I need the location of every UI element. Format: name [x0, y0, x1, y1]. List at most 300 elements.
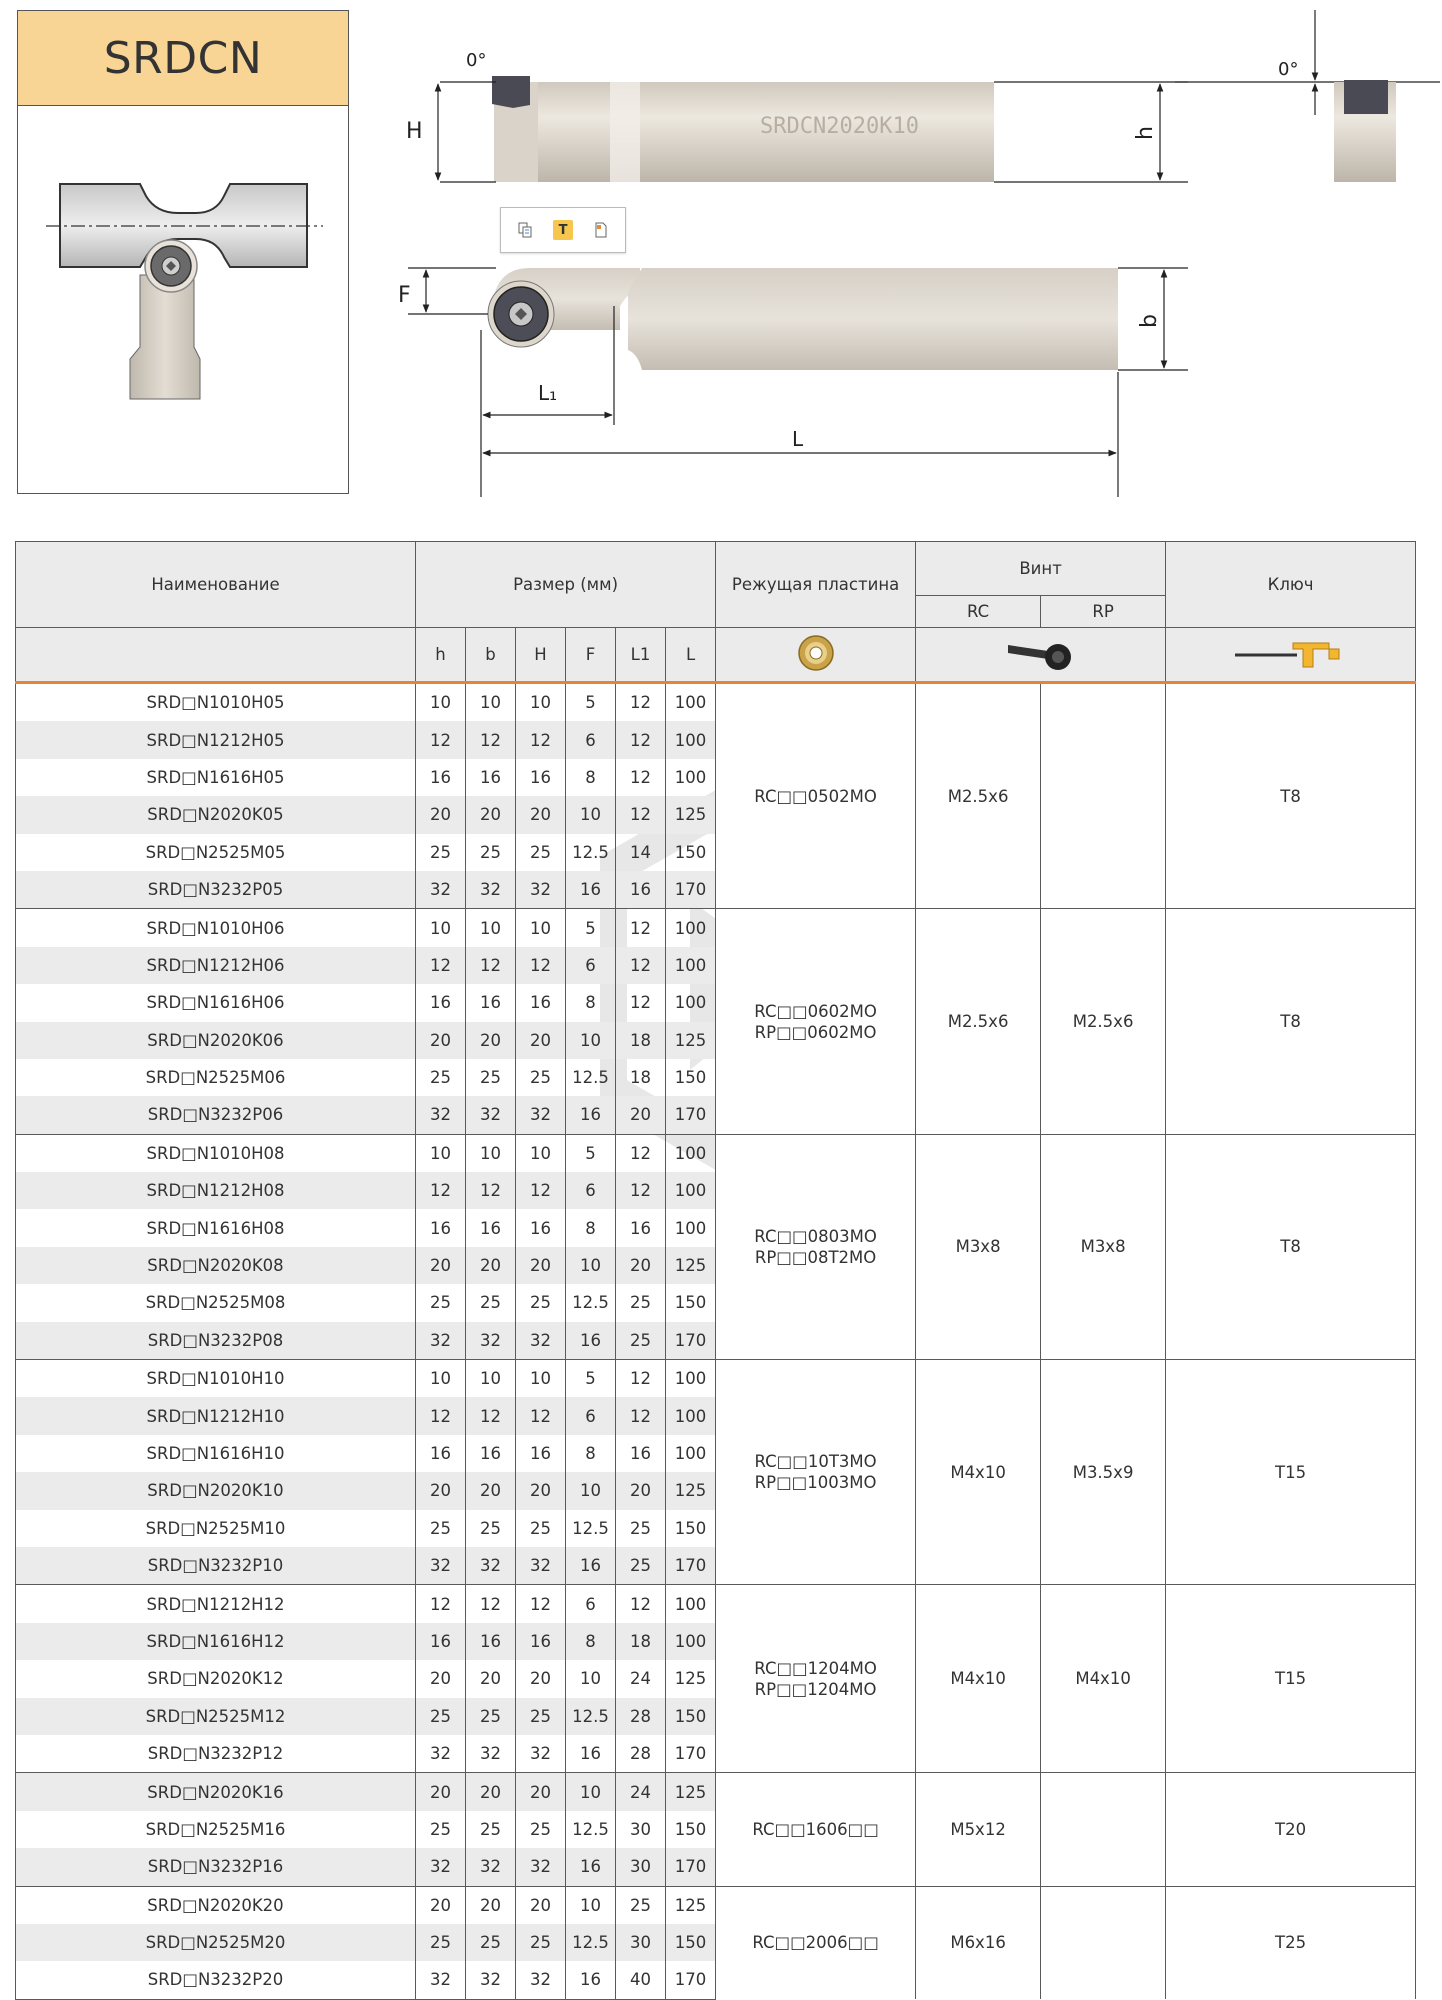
- cell-b: 20: [466, 1660, 516, 1697]
- cell-L1: 12: [616, 1360, 666, 1398]
- cell-F: 10: [566, 1022, 616, 1059]
- cell-F: 5: [566, 683, 616, 722]
- cell-b: 20: [466, 1886, 516, 1924]
- cell-name: SRD□N1010H08: [16, 1134, 416, 1172]
- cell-H: 25: [516, 1924, 566, 1961]
- cell-insert: [716, 1585, 916, 1773]
- cell-L1: 24: [616, 1773, 666, 1811]
- cell-L1: 18: [616, 1059, 666, 1096]
- header-dim-H: H: [516, 628, 566, 683]
- cell-key: T15: [1166, 1360, 1416, 1585]
- cell-name: SRD□N2020K16: [16, 1773, 416, 1811]
- cell-F: 10: [566, 1472, 616, 1509]
- cell-F: 8: [566, 759, 616, 796]
- cell-name: SRD□N2020K05: [16, 796, 416, 833]
- cell-F: 10: [566, 1773, 616, 1811]
- cell-H: 16: [516, 1623, 566, 1660]
- cell-name: SRD□N1616H12: [16, 1623, 416, 1660]
- table-row: [16, 1360, 1416, 1398]
- cell-H: 20: [516, 1472, 566, 1509]
- cell-screw-rp: M3x8: [1041, 1134, 1166, 1359]
- cell-screw-rc: M2.5x6: [916, 683, 1041, 909]
- cell-b: 32: [466, 1547, 516, 1585]
- cell-L1: 16: [616, 1209, 666, 1246]
- cell-screw-rc: M5x12: [916, 1773, 1041, 1886]
- cell-b: 20: [466, 1773, 516, 1811]
- cell-h: 16: [416, 1623, 466, 1660]
- header-dim-L1: L1: [616, 628, 666, 683]
- cell-h: 10: [416, 1134, 466, 1172]
- cell-L: 150: [666, 1059, 716, 1096]
- table-row: [16, 909, 1416, 947]
- cell-h: 25: [416, 1059, 466, 1096]
- cell-H: 20: [516, 796, 566, 833]
- cell-name: SRD□N1212H06: [16, 947, 416, 984]
- cell-h: 12: [416, 1397, 466, 1434]
- cell-H: 12: [516, 947, 566, 984]
- cell-H: 16: [516, 759, 566, 796]
- cell-name: SRD□N2525M12: [16, 1698, 416, 1735]
- cell-L1: 25: [616, 1510, 666, 1547]
- cell-L1: 14: [616, 834, 666, 871]
- cell-L1: 18: [616, 1022, 666, 1059]
- title-card: [17, 10, 349, 494]
- cell-insert: [716, 909, 916, 1134]
- floating-toolbar: [500, 207, 626, 253]
- cell-screw-rc: M3x8: [916, 1134, 1041, 1359]
- cell-b: 25: [466, 1924, 516, 1961]
- cell-key: T20: [1166, 1773, 1416, 1886]
- cell-b: 25: [466, 1510, 516, 1547]
- page-title: SRDCN: [18, 11, 348, 106]
- cell-name: SRD□N2525M08: [16, 1284, 416, 1321]
- cell-H: 25: [516, 834, 566, 871]
- cell-b: 25: [466, 1284, 516, 1321]
- cell-b: 12: [466, 1585, 516, 1623]
- insert-code: RC□□1204MO: [754, 1658, 877, 1678]
- cell-F: 12.5: [566, 1284, 616, 1321]
- cell-L1: 12: [616, 796, 666, 833]
- cell-name: SRD□N2020K08: [16, 1247, 416, 1284]
- cell-name: SRD□N2525M06: [16, 1059, 416, 1096]
- cell-name: SRD□N2525M10: [16, 1510, 416, 1547]
- cell-h: 12: [416, 947, 466, 984]
- cell-name: SRD□N2525M16: [16, 1811, 416, 1848]
- cell-name: SRD□N2525M20: [16, 1924, 416, 1961]
- cell-name: SRD□N3232P05: [16, 871, 416, 909]
- cell-L: 150: [666, 1698, 716, 1735]
- dim-label-F: F: [398, 283, 411, 308]
- spec-table-container: [15, 541, 1415, 2000]
- insert-code: RC□□0502MO: [754, 786, 877, 806]
- cell-key: T8: [1166, 1134, 1416, 1359]
- cell-b: 12: [466, 947, 516, 984]
- cell-h: 25: [416, 1510, 466, 1547]
- dim-label-h: h: [1133, 126, 1158, 140]
- dim-label-b: b: [1137, 314, 1162, 328]
- cell-H: 12: [516, 1585, 566, 1623]
- header-rc: RC: [916, 596, 1041, 628]
- insert-code: RP□□1003MO: [754, 1473, 877, 1493]
- cell-H: 20: [516, 1022, 566, 1059]
- table-row: [16, 1773, 1416, 1811]
- cell-L1: 12: [616, 1585, 666, 1623]
- cell-L: 100: [666, 1585, 716, 1623]
- cell-F: 5: [566, 1134, 616, 1172]
- cell-L: 100: [666, 683, 716, 722]
- cell-L: 125: [666, 1886, 716, 1924]
- cell-L1: 18: [616, 1623, 666, 1660]
- cell-h: 16: [416, 1209, 466, 1246]
- cell-name: SRD□N1616H06: [16, 984, 416, 1021]
- header-dim-h: h: [416, 628, 466, 683]
- cell-h: 32: [416, 1848, 466, 1886]
- cell-H: 32: [516, 871, 566, 909]
- cell-L1: 28: [616, 1735, 666, 1773]
- cell-name: SRD□N3232P08: [16, 1322, 416, 1360]
- insert-code: RP□□1204MO: [754, 1679, 877, 1699]
- cell-h: 20: [416, 1660, 466, 1697]
- cell-H: 32: [516, 1735, 566, 1773]
- cell-name: SRD□N2020K12: [16, 1660, 416, 1697]
- cell-h: 32: [416, 1961, 466, 1999]
- cell-H: 32: [516, 1322, 566, 1360]
- insert-code: RP□□0602MO: [754, 1022, 877, 1042]
- cell-h: 20: [416, 796, 466, 833]
- cell-L: 150: [666, 1811, 716, 1848]
- cell-H: 12: [516, 721, 566, 758]
- cell-screw-rc: M6x16: [916, 1886, 1041, 1999]
- cell-b: 32: [466, 871, 516, 909]
- cell-b: 20: [466, 1472, 516, 1509]
- header-rp: RP: [1041, 596, 1166, 628]
- cell-H: 25: [516, 1059, 566, 1096]
- cell-F: 6: [566, 1172, 616, 1209]
- document-icon[interactable]: [591, 220, 611, 240]
- insert-code: RC□□2006□□: [752, 1933, 879, 1953]
- cell-b: 25: [466, 1811, 516, 1848]
- cell-F: 10: [566, 1886, 616, 1924]
- cell-L: 150: [666, 834, 716, 871]
- cell-F: 8: [566, 1623, 616, 1660]
- cell-H: 16: [516, 984, 566, 1021]
- cell-L1: 20: [616, 1472, 666, 1509]
- cell-h: 12: [416, 721, 466, 758]
- cell-h: 25: [416, 1924, 466, 1961]
- cell-L: 100: [666, 1360, 716, 1398]
- cell-F: 6: [566, 721, 616, 758]
- cell-screw-rp: M4x10: [1041, 1585, 1166, 1773]
- cell-F: 5: [566, 1360, 616, 1398]
- cell-h: 10: [416, 1360, 466, 1398]
- dim-label-L: L: [792, 427, 804, 451]
- insert-code: RC□□0803MO: [754, 1226, 877, 1246]
- cell-F: 12.5: [566, 1698, 616, 1735]
- cell-L: 100: [666, 1397, 716, 1434]
- cell-L1: 12: [616, 909, 666, 947]
- cell-screw-rp: [1041, 1886, 1166, 1999]
- cell-F: 8: [566, 1435, 616, 1472]
- cell-h: 20: [416, 1773, 466, 1811]
- cell-F: 12.5: [566, 1811, 616, 1848]
- cell-b: 20: [466, 796, 516, 833]
- cell-L: 150: [666, 1510, 716, 1547]
- cell-b: 16: [466, 984, 516, 1021]
- cell-b: 16: [466, 1435, 516, 1472]
- cell-h: 16: [416, 1435, 466, 1472]
- cell-name: SRD□N1212H08: [16, 1172, 416, 1209]
- cell-H: 10: [516, 683, 566, 722]
- cell-h: 16: [416, 984, 466, 1021]
- cell-L1: 12: [616, 1172, 666, 1209]
- header-size: Размер (мм): [416, 542, 716, 628]
- cell-h: 25: [416, 1698, 466, 1735]
- cell-screw-rp: [1041, 1773, 1166, 1886]
- cell-H: 20: [516, 1247, 566, 1284]
- cell-h: 20: [416, 1247, 466, 1284]
- cell-name: SRD□N2020K06: [16, 1022, 416, 1059]
- cell-F: 16: [566, 1096, 616, 1134]
- cell-L: 100: [666, 759, 716, 796]
- cell-b: 25: [466, 1698, 516, 1735]
- cell-F: 12.5: [566, 1059, 616, 1096]
- cell-H: 10: [516, 1360, 566, 1398]
- cell-insert: [716, 1773, 916, 1886]
- cell-h: 12: [416, 1172, 466, 1209]
- cell-h: 20: [416, 1886, 466, 1924]
- cell-h: 10: [416, 683, 466, 722]
- cell-b: 10: [466, 909, 516, 947]
- cell-L1: 30: [616, 1811, 666, 1848]
- cell-h: 12: [416, 1585, 466, 1623]
- cell-L1: 12: [616, 1397, 666, 1434]
- spec-table: [15, 541, 1416, 2000]
- cell-L1: 20: [616, 1247, 666, 1284]
- cell-L1: 25: [616, 1886, 666, 1924]
- cell-L1: 25: [616, 1322, 666, 1360]
- cell-L1: 12: [616, 947, 666, 984]
- cell-b: 32: [466, 1322, 516, 1360]
- cell-name: SRD□N3232P20: [16, 1961, 416, 1999]
- cell-h: 20: [416, 1472, 466, 1509]
- cell-name: SRD□N2020K10: [16, 1472, 416, 1509]
- cell-name: SRD□N1212H12: [16, 1585, 416, 1623]
- cell-L: 100: [666, 984, 716, 1021]
- cell-F: 16: [566, 1735, 616, 1773]
- torx-key-icon: [1231, 633, 1351, 673]
- cell-F: 12.5: [566, 834, 616, 871]
- engraving-text: SRDCN2020K10: [760, 114, 919, 139]
- cell-L: 100: [666, 1172, 716, 1209]
- cell-H: 32: [516, 1547, 566, 1585]
- cell-b: 20: [466, 1022, 516, 1059]
- table-header: [16, 542, 1416, 683]
- cell-L: 170: [666, 1547, 716, 1585]
- cell-H: 10: [516, 1134, 566, 1172]
- round-insert-icon: [796, 633, 836, 673]
- header-dim-F: F: [566, 628, 616, 683]
- copy-icon[interactable]: [515, 220, 535, 240]
- angle-label-left: 0°: [466, 50, 487, 71]
- cell-L: 125: [666, 1022, 716, 1059]
- cell-F: 16: [566, 1848, 616, 1886]
- key-image: [1166, 628, 1416, 683]
- cell-H: 16: [516, 1435, 566, 1472]
- cell-H: 32: [516, 1848, 566, 1886]
- cell-insert: [716, 1360, 916, 1585]
- cell-screw-rc: M4x10: [916, 1585, 1041, 1773]
- cell-F: 6: [566, 1397, 616, 1434]
- dim-label-H: H: [406, 119, 423, 144]
- insert-code: RP□□08T2MO: [754, 1247, 877, 1267]
- cell-L: 100: [666, 1209, 716, 1246]
- table-body: [16, 683, 1416, 2000]
- cell-L1: 24: [616, 1660, 666, 1697]
- cell-name: SRD□N3232P10: [16, 1547, 416, 1585]
- cell-L: 150: [666, 1924, 716, 1961]
- cell-name: SRD□N1616H08: [16, 1209, 416, 1246]
- cell-L1: 12: [616, 759, 666, 796]
- cell-h: 32: [416, 1547, 466, 1585]
- cell-L: 170: [666, 1735, 716, 1773]
- tool-schematic-illustration: [18, 107, 348, 492]
- cell-L: 100: [666, 909, 716, 947]
- header-insert: Режущая пластина: [716, 542, 916, 628]
- cell-H: 16: [516, 1209, 566, 1246]
- cell-L: 100: [666, 1134, 716, 1172]
- cell-H: 12: [516, 1172, 566, 1209]
- angle-label-right: 0°: [1278, 59, 1299, 80]
- cell-name: SRD□N1010H06: [16, 909, 416, 947]
- table-row: [16, 1134, 1416, 1172]
- cell-F: 12.5: [566, 1924, 616, 1961]
- cell-H: 12: [516, 1397, 566, 1434]
- cell-name: SRD□N3232P16: [16, 1848, 416, 1886]
- cell-name: SRD□N1212H05: [16, 721, 416, 758]
- cell-b: 10: [466, 683, 516, 722]
- cell-L: 170: [666, 1848, 716, 1886]
- cell-b: 10: [466, 1360, 516, 1398]
- cell-F: 6: [566, 1585, 616, 1623]
- cell-screw-rp: M3.5x9: [1041, 1360, 1166, 1585]
- cell-h: 10: [416, 909, 466, 947]
- cell-b: 25: [466, 1059, 516, 1096]
- cell-key: T15: [1166, 1585, 1416, 1773]
- cell-insert: [716, 1134, 916, 1359]
- cell-L1: 28: [616, 1698, 666, 1735]
- cell-screw-rp: [1041, 683, 1166, 909]
- cell-H: 10: [516, 909, 566, 947]
- cell-name: SRD□N2020K20: [16, 1886, 416, 1924]
- cell-b: 12: [466, 1397, 516, 1434]
- cell-L: 170: [666, 1961, 716, 1999]
- cell-L1: 30: [616, 1924, 666, 1961]
- table-row: [16, 1886, 1416, 1924]
- cell-L: 100: [666, 947, 716, 984]
- insert-image: [716, 628, 916, 683]
- cell-F: 10: [566, 1247, 616, 1284]
- cell-L: 150: [666, 1284, 716, 1321]
- cell-L: 100: [666, 1623, 716, 1660]
- cell-L: 100: [666, 721, 716, 758]
- cell-L: 100: [666, 1435, 716, 1472]
- header-dim-L: L: [666, 628, 716, 683]
- cell-h: 32: [416, 1096, 466, 1134]
- cell-b: 32: [466, 1735, 516, 1773]
- cell-h: 32: [416, 1322, 466, 1360]
- cell-b: 32: [466, 1096, 516, 1134]
- cell-h: 25: [416, 834, 466, 871]
- cell-name: SRD□N1616H10: [16, 1435, 416, 1472]
- cell-name: SRD□N1010H10: [16, 1360, 416, 1398]
- cell-F: 10: [566, 1660, 616, 1697]
- cell-b: 32: [466, 1848, 516, 1886]
- cell-screw-rp: M2.5x6: [1041, 909, 1166, 1134]
- cell-L1: 25: [616, 1284, 666, 1321]
- text-icon[interactable]: T: [553, 220, 573, 240]
- table-row: [16, 1585, 1416, 1623]
- cell-L: 125: [666, 1472, 716, 1509]
- cell-F: 16: [566, 1322, 616, 1360]
- cell-F: 6: [566, 947, 616, 984]
- screw-image: [916, 628, 1166, 683]
- cell-H: 32: [516, 1096, 566, 1134]
- dim-label-L1: L₁: [538, 381, 558, 405]
- cell-name: SRD□N3232P12: [16, 1735, 416, 1773]
- cell-F: 12.5: [566, 1510, 616, 1547]
- cell-L: 125: [666, 1660, 716, 1697]
- cell-F: 5: [566, 909, 616, 947]
- cell-key: T25: [1166, 1886, 1416, 1999]
- header-dim-b: b: [466, 628, 516, 683]
- cell-screw-rc: M4x10: [916, 1360, 1041, 1585]
- cell-H: 25: [516, 1811, 566, 1848]
- cell-b: 10: [466, 1134, 516, 1172]
- cell-L1: 16: [616, 871, 666, 909]
- cell-L1: 40: [616, 1961, 666, 1999]
- cell-name: SRD□N1010H05: [16, 683, 416, 722]
- cell-b: 32: [466, 1961, 516, 1999]
- cell-L: 125: [666, 796, 716, 833]
- cell-H: 25: [516, 1510, 566, 1547]
- cell-L1: 12: [616, 683, 666, 722]
- cell-h: 16: [416, 759, 466, 796]
- cell-L1: 30: [616, 1848, 666, 1886]
- cell-F: 16: [566, 871, 616, 909]
- cell-h: 25: [416, 1811, 466, 1848]
- cell-H: 32: [516, 1961, 566, 1999]
- cell-L1: 12: [616, 984, 666, 1021]
- cell-b: 16: [466, 1623, 516, 1660]
- cell-L: 125: [666, 1247, 716, 1284]
- header-key: Ключ: [1166, 542, 1416, 628]
- cell-screw-rc: M2.5x6: [916, 909, 1041, 1134]
- cell-b: 12: [466, 1172, 516, 1209]
- header-screw: Винт: [916, 542, 1166, 596]
- cell-b: 16: [466, 759, 516, 796]
- screw-icon: [1004, 633, 1078, 673]
- table-row: [16, 683, 1416, 722]
- cell-name: SRD□N1212H10: [16, 1397, 416, 1434]
- cell-h: 32: [416, 871, 466, 909]
- header-name: Наименование: [16, 542, 416, 628]
- cell-name: SRD□N3232P06: [16, 1096, 416, 1134]
- cell-H: 25: [516, 1698, 566, 1735]
- cell-key: T8: [1166, 683, 1416, 909]
- cell-insert: [716, 683, 916, 909]
- insert-code: RC□□10T3MO: [754, 1452, 877, 1472]
- header-blank: [16, 628, 416, 683]
